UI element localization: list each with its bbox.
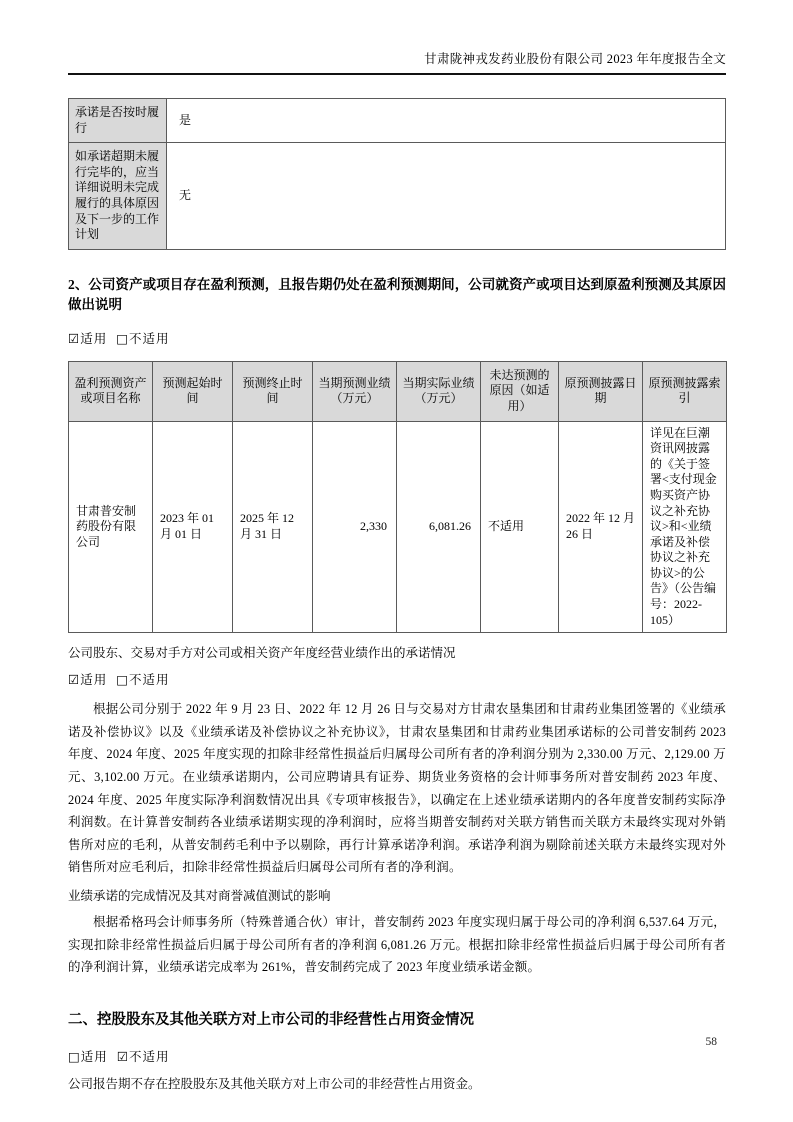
cell-disclosure-date: 2022 年 12 月 26 日 xyxy=(559,421,643,633)
not-applicable-checkbox: □不适用 xyxy=(116,672,170,688)
header-divider xyxy=(68,73,726,75)
commitment-overdue-value: 无 xyxy=(167,143,726,250)
not-applicable-checkbox: □不适用 xyxy=(116,330,170,346)
commitment-on-time-value: 是 xyxy=(167,99,726,143)
header-asset-name: 盈利预测资产或项目名称 xyxy=(69,361,153,421)
commitment-on-time-label: 承诺是否按时履行 xyxy=(69,99,167,143)
commitment-detail-paragraph: 根据公司分别于 2022 年 9 月 23 日、2022 年 12 月 26 日与交易对方甘肃农垦集团和甘肃药业集团签署的《业绩承诺及补偿协议》以及《业绩承诺及补偿协议之补充协议》，甘肃农垦集团和甘肃药业集团承诺标的公司普安制药 2023 年度、2024 年度、2025 年度实现的扣除非经常性损益后归属母公司所有者的净利润分别为 2,330.00 万元、2,129.00 万元、3,102.00 万元。在业绩承诺期内，公司应聘请具有证券、期货业务资格的会计师事务所对普安制药 2023 年度、2024 年度、2025 年度实际净利润数情况出具《专项审核报告》，以确定在上述业绩承诺期内的各年度普安制药实际净利润数。在计算普安制药各业绩承诺期实现的净利润时，应将当期普安制药对关联方销售而关联方未最终实现对外销售所对应的毛利，从普安制药毛利中予以剔除，再行计算承诺净利润。承诺净利润为剔除前述关联方未最终实现对外销售所对应毛利后，扣除非经常性损益后归属母公司所有者的净利润。 xyxy=(68,702,726,875)
cell-actual-performance: 6,081.26 xyxy=(397,421,481,633)
header-actual-performance: 当期实际业绩（万元） xyxy=(397,361,481,421)
commitment-overdue-label: 如承诺超期未履行完毕的，应当详细说明未完成履行的具体原因及下一步的工作计划 xyxy=(69,143,167,250)
section-two-body: 公司报告期不存在控股股东及其他关联方对上市公司的非经营性占用资金。 xyxy=(68,1076,481,1091)
header-disclosure-index: 原预测披露索引 xyxy=(643,361,727,421)
shareholder-commitment-applicability xyxy=(68,671,726,688)
table-row xyxy=(69,421,727,633)
applicable-checkbox: □适用 xyxy=(68,1048,108,1064)
header-miss-reason: 未达预测的原因（如适用） xyxy=(481,361,559,421)
header-start-date: 预测起始时间 xyxy=(153,361,233,421)
cell-asset-name: 甘肃普安制药股份有限公司 xyxy=(69,421,153,633)
cell-end-date: 2025 年 12 月 31 日 xyxy=(233,421,313,633)
shareholder-commitment-intro: 公司股东、交易对手方对公司或相关资产年度经营业绩作出的承诺情况 xyxy=(68,646,456,661)
section-two-heading: 二、控股股东及其他关联方对上市公司的非经营性占用资金情况 xyxy=(68,1011,474,1028)
table-header-row xyxy=(69,361,727,421)
page-number: 58 xyxy=(705,1036,717,1048)
goodwill-impact-line: 业绩承诺的完成情况及其对商誉减值测试的影响 xyxy=(68,889,331,903)
page-header xyxy=(68,50,726,75)
commitment-fulfillment-table xyxy=(68,98,726,250)
profit-forecast-applicability xyxy=(68,330,726,347)
cell-forecast-performance: 2,330 xyxy=(313,421,397,633)
section-2-heading: 2、公司资产或项目存在盈利预测，且报告期仍处在盈利预测期间，公司就资产或项目达到原盈利预测及其原因做出说明 xyxy=(68,276,726,312)
commitment-completion-paragraph: 根据希格玛会计师事务所（特殊普通合伙）审计，普安制药 2023 年度实现归属于母公司的净利润 6,537.64 万元，实现扣除非经常性损益后归属于母公司所有者的净利润 6,081.26 万元。根据扣除非经常性损益后归属于母公司所有者的净利润计算，业绩承诺完成率为 261%，普安制药完成了 2023 年度业绩承诺金额。 xyxy=(68,915,726,975)
header-disclosure-date: 原预测披露日期 xyxy=(559,361,643,421)
report-title: 甘肃陇神戎发药业股份有限公司 2023 年年度报告全文 xyxy=(424,52,726,66)
profit-forecast-table xyxy=(68,361,727,634)
applicable-checkbox: ☑适用 xyxy=(68,330,108,346)
cell-disclosure-index: 详见在巨潮资讯网披露的《关于签署<支付现金购买资产协议之补充协议>和<业绩承诺及补偿协议之补充协议>的公告》（公告编号：2022-105） xyxy=(643,421,727,633)
table-row xyxy=(69,143,726,250)
cell-start-date: 2023 年 01 月 01 日 xyxy=(153,421,233,633)
table-row xyxy=(69,99,726,143)
header-forecast-performance: 当期预测业绩（万元） xyxy=(313,361,397,421)
header-end-date: 预测终止时间 xyxy=(233,361,313,421)
section-two-applicability xyxy=(68,1048,726,1065)
applicable-checkbox: ☑适用 xyxy=(68,672,108,688)
cell-miss-reason: 不适用 xyxy=(481,421,559,633)
not-applicable-checkbox: ☑不适用 xyxy=(116,1048,170,1064)
